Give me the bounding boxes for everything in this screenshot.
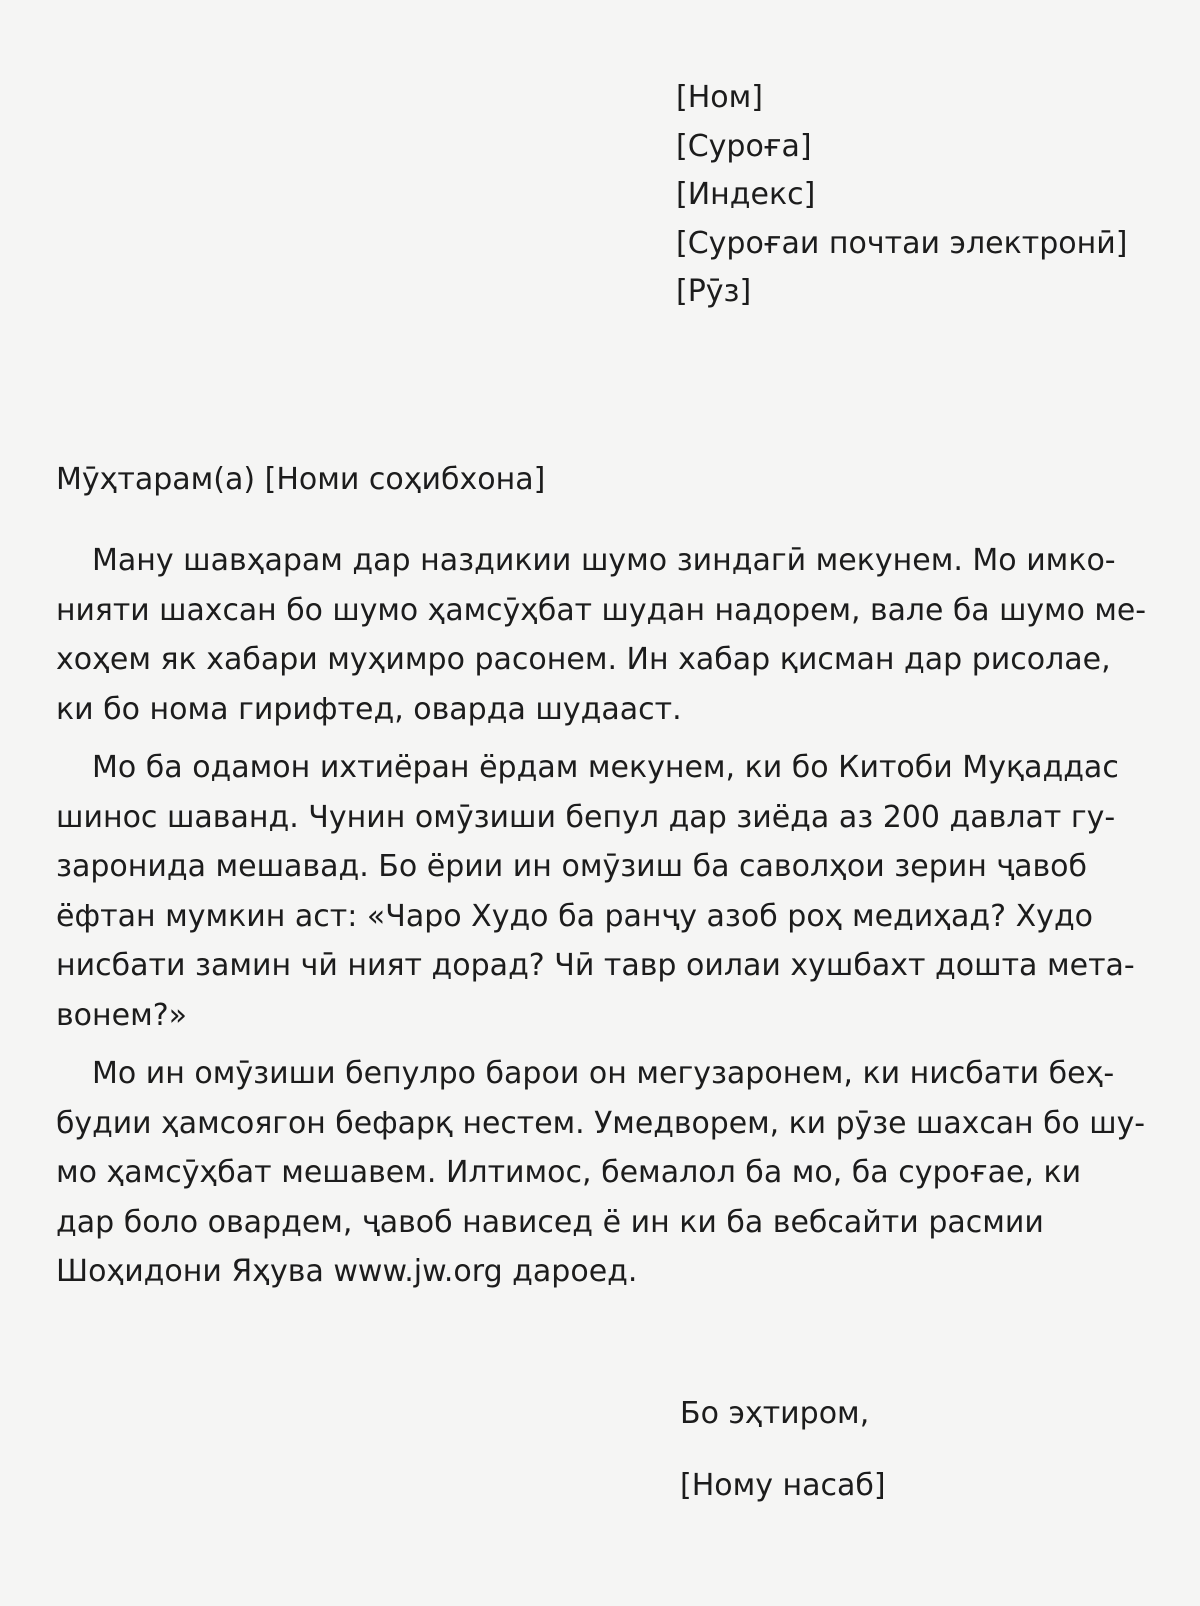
paragraph-line: заронида мешавад. Бо ёрии ин омӯзиш ба саволҳои зерин ҷавоб [56,849,1088,884]
paragraph-line: дар боло овардем, ҷавоб нависед ё ин ки ба вебсайти расмии [56,1204,1044,1240]
sender-address: [Суроға] [676,128,812,164]
signature: [Ному насаб] [680,1468,886,1503]
paragraph-line: Ману шавҳарам дар наздикии шумо зиндагӣ мекунем. Мо имко- [92,543,1116,578]
paragraph-line: шинос шаванд. Чунин омӯзиши бепул дар зиёда аз 200 давлат гу- [56,799,1116,835]
paragraph-line: Шоҳидони Яҳува www.jw.org дароед. [56,1254,638,1289]
sender-block [676,74,1127,317]
paragraph-line: вонем?» [56,997,188,1033]
paragraph-line: Мо ба одамон ихтиёран ёрдам мекунем, ки бо Китоби Муқаддас [92,750,1119,785]
sender-postal-code: [Индекс] [676,177,816,212]
paragraph-line: ки бо нома гирифтед, оварда шудааст. [56,691,682,727]
sender-name: [Ном] [676,80,763,115]
letter-body [56,536,1146,1297]
paragraph-line: будии ҳамсоягон бефарқ нестем. Умедворем, ки рӯзе шахсан бо шу- [56,1105,1146,1141]
paragraph-1 [56,536,1146,734]
paragraph-line: Мо ин омӯзиши бепулро барои он мегузаронем, ки нисбати беҳ- [92,1056,1115,1091]
paragraph-2 [56,743,1146,1040]
paragraph-line: нисбати замин чӣ ният дорад? Чӣ тавр оилаи хушбахт дошта мета- [56,948,1135,983]
sender-email: [Суроғаи почтаи электронӣ] [676,225,1128,261]
salutation: Мӯҳтарам(а) [Номи соҳибхона] [56,462,546,497]
paragraph-line: мо ҳамсӯҳбат мешавем. Илтимос, бемалол ба мо, ба суроғае, ки [56,1155,1082,1190]
paragraph-line: нияти шахсан бо шумо ҳамсӯҳбат шудан надорем, вале ба шумо ме- [56,592,1147,628]
closing: Бо эҳтиром, [680,1396,870,1431]
paragraph-line: хоҳем як хабари муҳимро расонем. Ин хабар қисман дар рисолае, [56,642,1111,677]
paragraph-3 [56,1049,1146,1297]
paragraph-line: ёфтан мумкин аст: «Чаро Худо ба ранҷу азоб роҳ медиҳад? Худо [56,898,1094,934]
sender-date: [Рӯз] [676,274,752,309]
